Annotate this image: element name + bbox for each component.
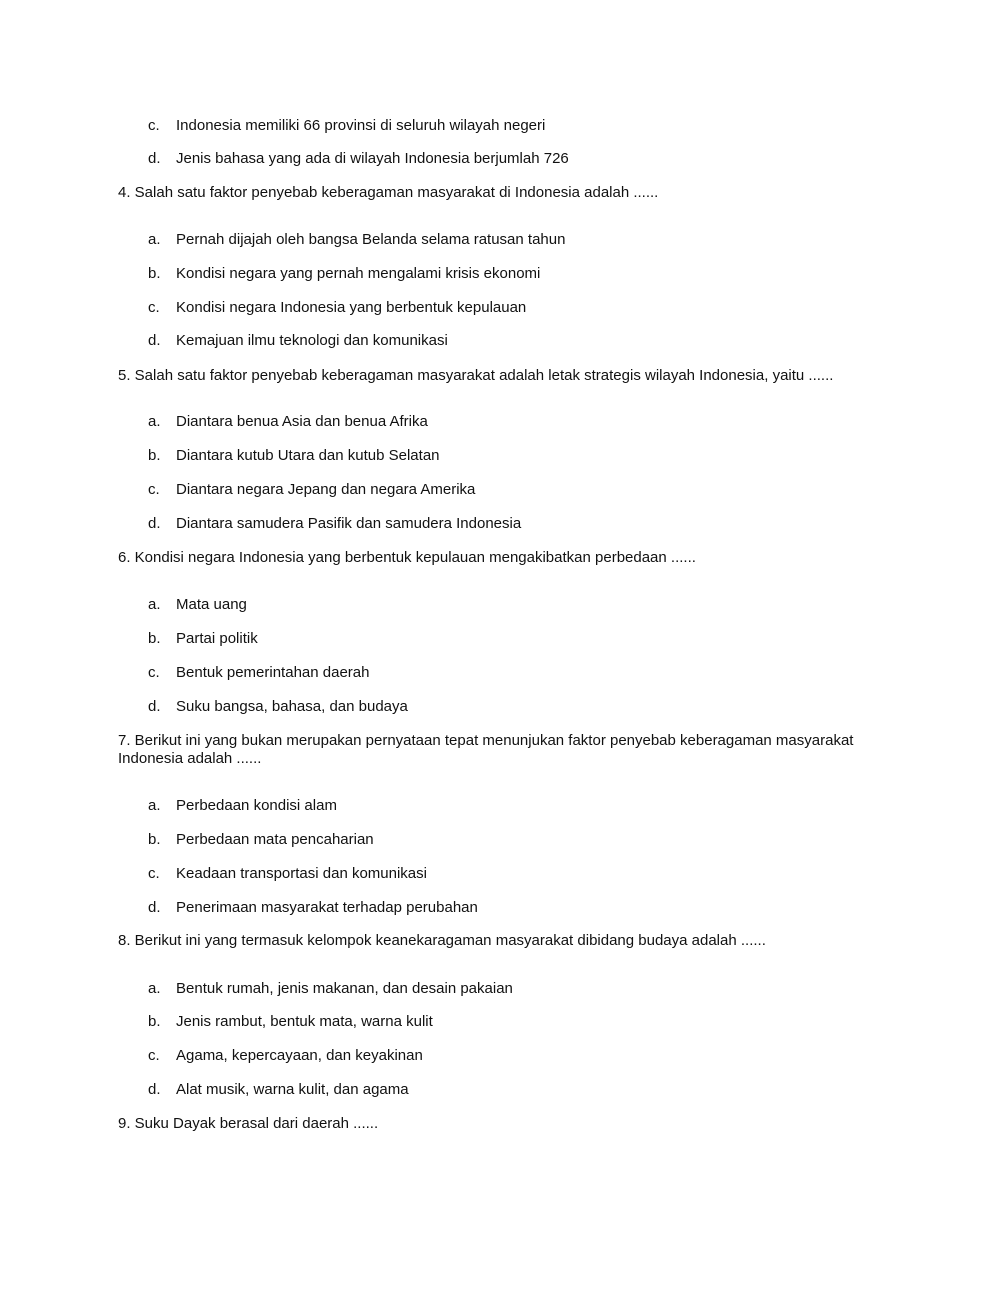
option-letter: c. xyxy=(148,664,160,681)
option-letter: d. xyxy=(148,515,161,532)
option-letter: a. xyxy=(148,596,161,613)
question-6-option-c xyxy=(148,664,369,682)
option-letter: c. xyxy=(148,1047,160,1064)
option-letter: b. xyxy=(148,831,161,848)
option-text: Diantara negara Jepang dan negara Amerika xyxy=(176,481,476,498)
option-text: Partai politik xyxy=(176,630,258,647)
prev-option-d xyxy=(148,150,569,168)
question-5: 5. Salah satu faktor penyebab keberagaman masyarakat adalah letak strategis wilayah Indonesia, yaitu ...... xyxy=(118,367,834,384)
option-letter: a. xyxy=(148,797,161,814)
question-4-option-c xyxy=(148,299,526,317)
option-text: Suku bangsa, bahasa, dan budaya xyxy=(176,698,408,715)
option-letter: b. xyxy=(148,1013,161,1030)
option-text: Perbedaan mata pencaharian xyxy=(176,831,374,848)
question-5-option-c xyxy=(148,481,475,499)
question-6: 6. Kondisi negara Indonesia yang berbentuk kepulauan mengakibatkan perbedaan ...... xyxy=(118,549,696,566)
question-8-option-d xyxy=(148,1081,409,1099)
prev-option-c xyxy=(148,117,545,135)
option-text: Diantara benua Asia dan benua Afrika xyxy=(176,413,428,430)
option-text: Indonesia memiliki 66 provinsi di seluruh wilayah negeri xyxy=(176,117,546,134)
option-text: Kondisi negara yang pernah mengalami krisis ekonomi xyxy=(176,265,541,282)
option-text: Mata uang xyxy=(176,596,247,613)
option-text: Diantara kutub Utara dan kutub Selatan xyxy=(176,447,440,464)
option-text: Penerimaan masyarakat terhadap perubahan xyxy=(176,899,478,916)
option-text: Diantara samudera Pasifik dan samudera Indonesia xyxy=(176,515,522,532)
question-4: 4. Salah satu faktor penyebab keberagaman masyarakat di Indonesia adalah ...... xyxy=(118,184,659,201)
question-9: 9. Suku Dayak berasal dari daerah ...... xyxy=(118,1115,379,1132)
question-8: 8. Berikut ini yang termasuk kelompok keanekaragaman masyarakat dibidang budaya adalah ...... xyxy=(118,932,766,949)
question-7-option-a xyxy=(148,797,337,815)
option-text: Bentuk pemerintahan daerah xyxy=(176,664,370,681)
question-5-option-a xyxy=(148,413,428,431)
question-8-option-c xyxy=(148,1047,423,1065)
question-4-option-d xyxy=(148,332,448,350)
option-letter: b. xyxy=(148,630,161,647)
option-letter: b. xyxy=(148,265,161,282)
option-text: Pernah dijajah oleh bangsa Belanda selama ratusan tahun xyxy=(176,231,566,248)
option-text: Alat musik, warna kulit, dan agama xyxy=(176,1081,409,1098)
option-text: Kondisi negara Indonesia yang berbentuk kepulauan xyxy=(176,299,527,316)
question-7-option-d xyxy=(148,899,478,917)
question-6-option-a xyxy=(148,596,247,614)
option-letter: d. xyxy=(148,150,161,167)
question-8-option-b xyxy=(148,1013,433,1031)
option-letter: c. xyxy=(148,481,160,498)
option-letter: c. xyxy=(148,865,160,882)
option-letter: d. xyxy=(148,1081,161,1098)
option-text: Keadaan transportasi dan komunikasi xyxy=(176,865,427,882)
option-text: Jenis rambut, bentuk mata, warna kulit xyxy=(176,1013,433,1030)
option-letter: c. xyxy=(148,299,160,316)
question-7-option-b xyxy=(148,831,374,849)
option-text: Kemajuan ilmu teknologi dan komunikasi xyxy=(176,332,448,349)
option-text: Perbedaan kondisi alam xyxy=(176,797,337,814)
question-8-option-a xyxy=(148,980,513,998)
question-6-option-d xyxy=(148,698,408,716)
question-7-option-c xyxy=(148,865,427,883)
question-4-option-a xyxy=(148,231,565,249)
option-letter: d. xyxy=(148,698,161,715)
option-letter: a. xyxy=(148,413,161,430)
option-text: Jenis bahasa yang ada di wilayah Indonesia berjumlah 726 xyxy=(176,150,569,167)
option-letter: c. xyxy=(148,117,160,134)
option-letter: d. xyxy=(148,899,161,916)
question-5-option-b xyxy=(148,447,440,465)
option-letter: a. xyxy=(148,231,161,248)
question-5-option-d xyxy=(148,515,521,533)
option-text: Bentuk rumah, jenis makanan, dan desain pakaian xyxy=(176,980,513,997)
option-text: Agama, kepercayaan, dan keyakinan xyxy=(176,1047,423,1064)
option-letter: a. xyxy=(148,980,161,997)
option-letter: d. xyxy=(148,332,161,349)
option-letter: b. xyxy=(148,447,161,464)
question-7: 7. Berikut ini yang bukan merupakan pernyataan tepat menunjukan faktor penyebab keberagaman masyarakat Indonesia adalah ...... xyxy=(118,732,854,767)
question-4-option-b xyxy=(148,265,540,283)
question-6-option-b xyxy=(148,630,258,648)
